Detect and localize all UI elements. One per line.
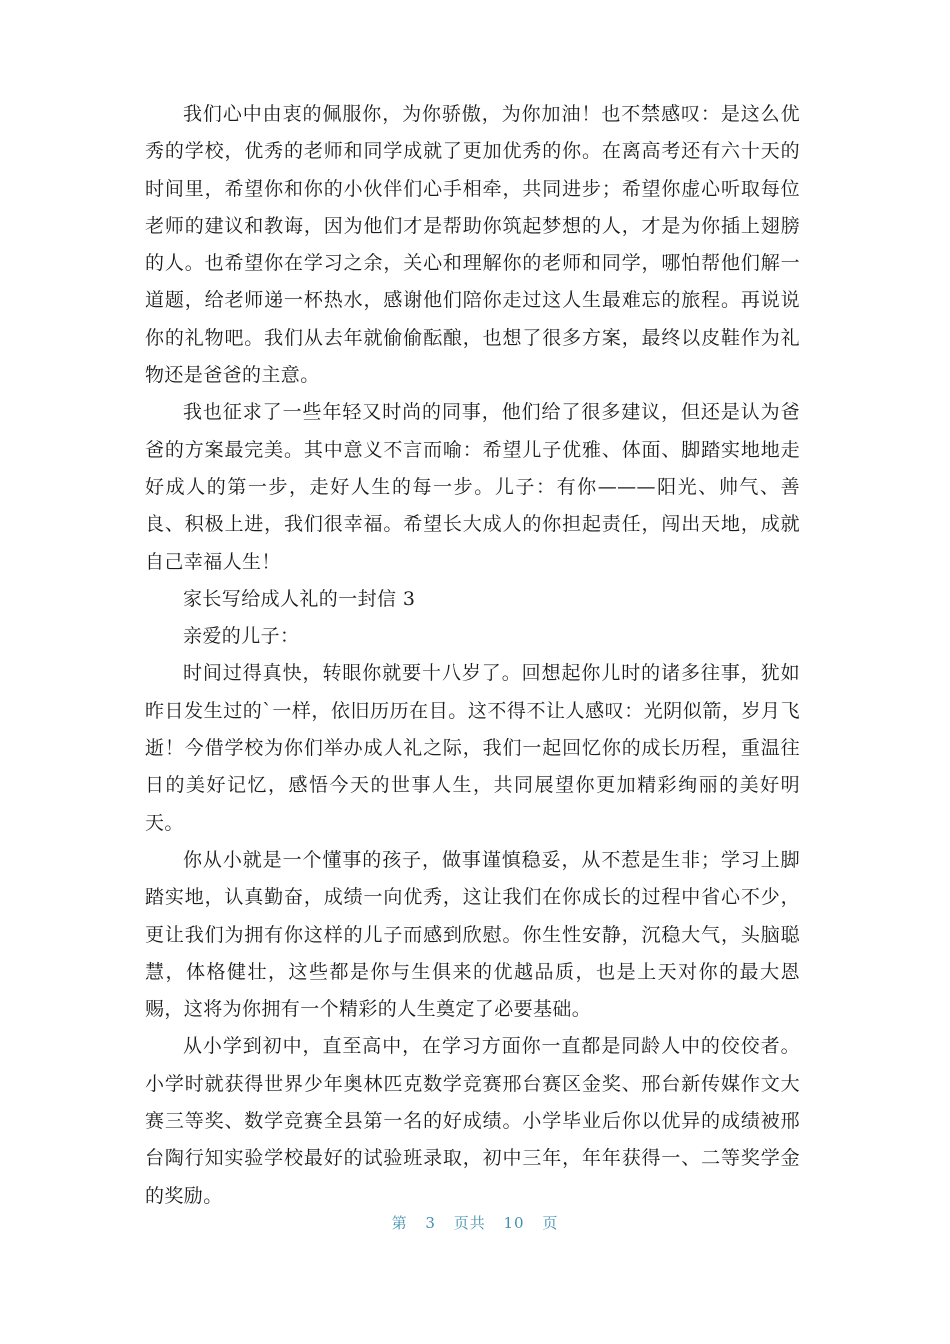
footer-mid: 页共 — [453, 1214, 486, 1232]
footer-suffix: 页 — [542, 1214, 559, 1232]
paragraph: 你从小就是一个懂事的孩子，做事谨慎稳妥，从不惹是生非；学习上脚踏实地，认真勤奋，成绩一向优秀，这让我们在你成长的过程中省心不少，更让我们为拥有你这样的儿子而感到欣慰。你生性安静，沉稳大气，头脑聪慧，体格健壮，这些都是你与生俱来的优越品质，也是上天对你的最大恩赐，这将为你拥有一个精彩的人生奠定了必要基础。 — [145, 848, 800, 1021]
letter-title: 家长写给成人礼的一封信 3 — [183, 587, 416, 610]
paragraph: 从小学到初中，直至高中，在学习方面你一直都是同龄人中的佼佼者。小学时就获得世界少年奥林匹克数学竞赛邢台赛区金奖、邢台新传媒作文大赛三等奖、数学竞赛全县第一名的好成绩。小学毕业后你以优异的成绩被邢台陶行知实验学校最好的试验班录取，初中三年，年年获得一、二等奖学金的奖励。 — [145, 1035, 800, 1207]
paragraph: 时间过得真快，转眼你就要十八岁了。回想起你儿时的诸多往事，犹如昨日发生过的`一样，依旧历历在目。这不得不让人感叹：光阴似箭，岁月飞逝！今借学校为你们举办成人礼之际，我们一起回忆你的成长历程，重温往日的美好记忆，感悟今天的世事人生，共同展望你更加精彩绚丽的美好明天。 — [145, 662, 800, 834]
paragraph: 我们心中由衷的佩服你，为你骄傲，为你加油！也不禁感叹：是这么优秀的学校，优秀的老师和同学成就了更加优秀的你。在离高考还有六十天的时间里，希望你和你的小伙伴们心手相牵，共同进步；希望你虚心听取每位老师的建议和教诲，因为他们才是帮助你筑起梦想的人，才是为你插上翅膀的人。也希望你在学习之余，关心和理解你的老师和同学，哪怕帮他们解一道题，给老师递一杯热水，感谢他们陪你走过这人生最难忘的旅程。再说说你的礼物吧。我们从去年就偷偷酝酿，也想了很多方案，最终以皮鞋作为礼物还是爸爸的主意。 — [145, 103, 800, 387]
document-body — [145, 96, 800, 1215]
total-pages-number: 10 — [503, 1214, 525, 1232]
current-page-number: 3 — [425, 1214, 436, 1232]
paragraph: 我也征求了一些年轻又时尚的同事，他们给了很多建议，但还是认为爸爸的方案最完美。其中意义不言而喻：希望儿子优雅、体面、脚踏实地地走好成人的第一步，走好人生的每一步。儿子：有你———阳光、帅气、善良、积极上进，我们很幸福。希望长大成人的你担起责任，闯出天地，成就自己幸福人生！ — [145, 401, 800, 573]
footer-prefix: 第 — [391, 1214, 408, 1232]
page-footer — [0, 1212, 950, 1233]
letter-salutation: 亲爱的儿子： — [183, 625, 300, 648]
